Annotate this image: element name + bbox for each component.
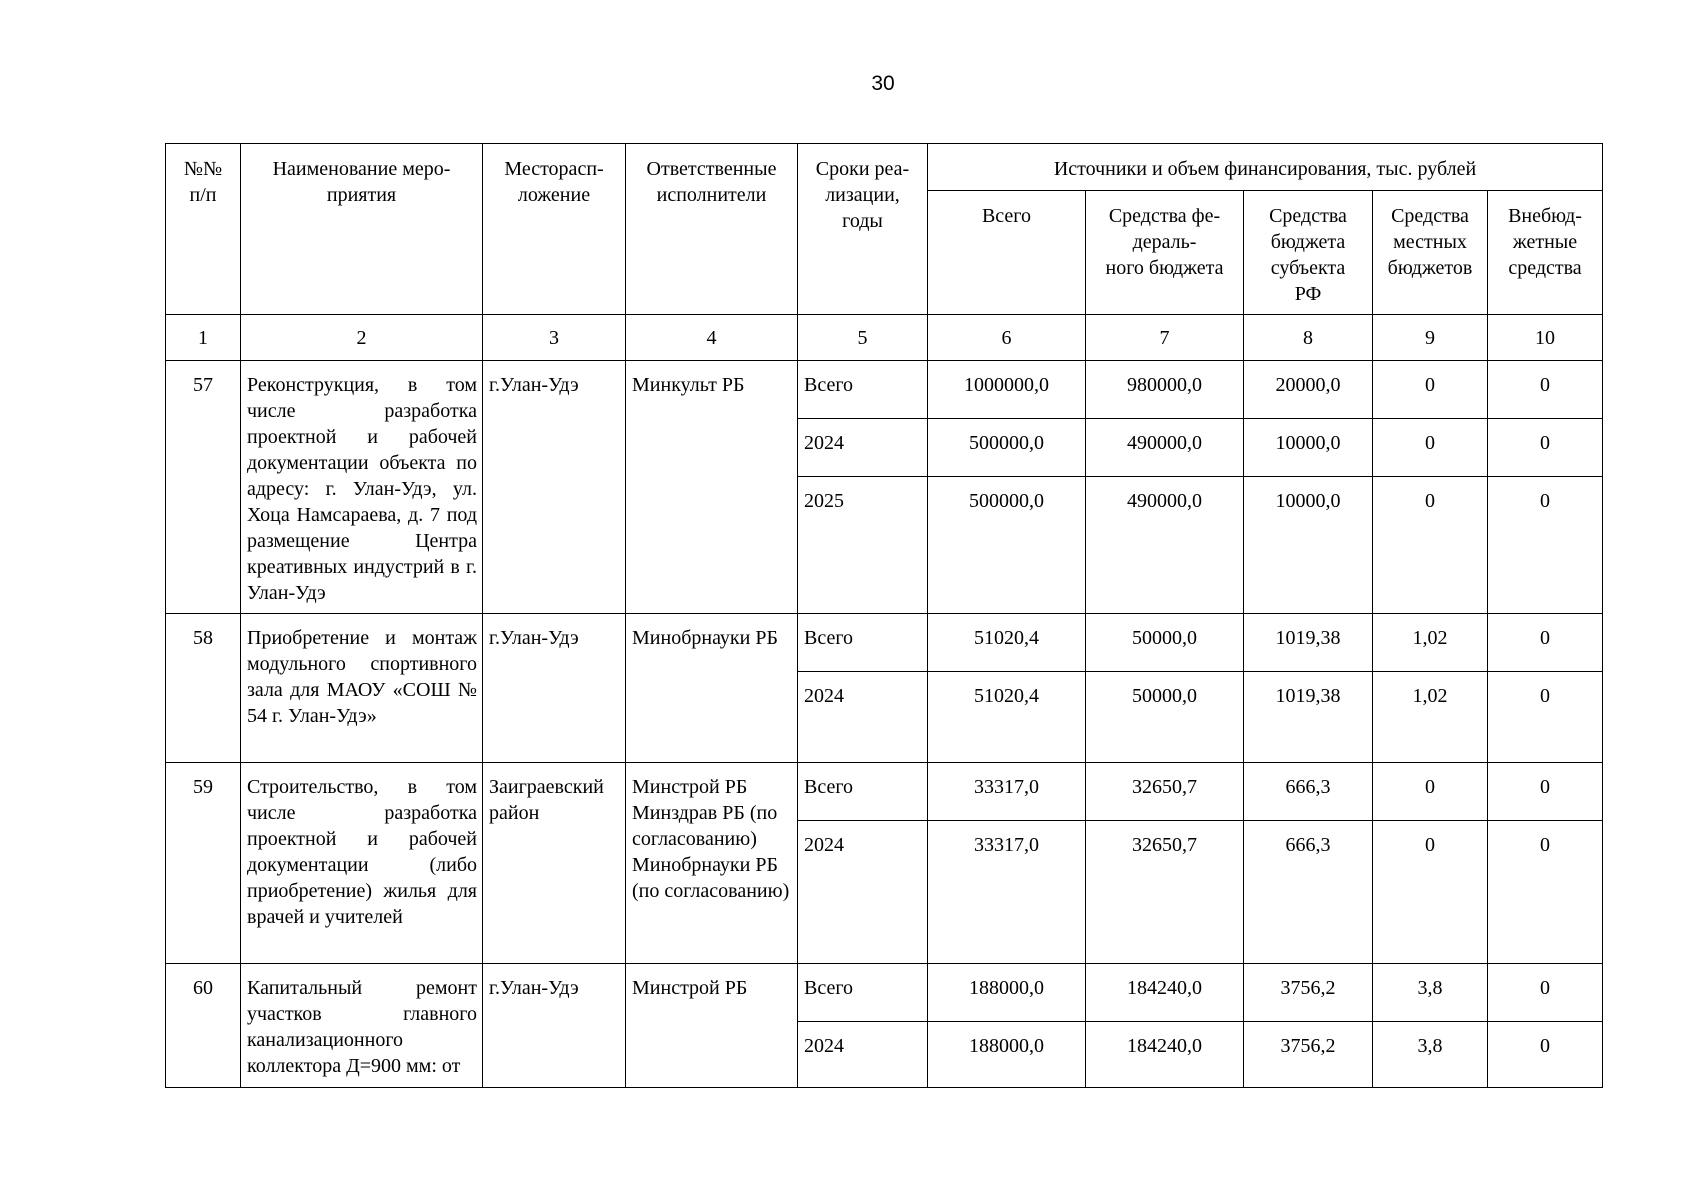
item-number: 59	[166, 763, 241, 964]
value-federal: 50000,0	[1086, 672, 1244, 763]
value-extrabudget: 0	[1488, 821, 1603, 964]
header-federal: Средства фе- дераль- ного бюджета	[1086, 191, 1244, 315]
value-local: 0	[1373, 419, 1488, 477]
value-regional: 10000,0	[1244, 477, 1373, 614]
value-federal: 184240,0	[1086, 1022, 1244, 1088]
value-local: 1,02	[1373, 614, 1488, 672]
item-location: г.Улан-Удэ	[483, 964, 626, 1088]
value-local: 3,8	[1373, 1022, 1488, 1088]
table-row	[166, 763, 1603, 821]
value-total: 500000,0	[928, 419, 1086, 477]
column-number: 7	[1086, 315, 1244, 361]
item-name: Приобретение и монтаж модульного спортивного зала для МАОУ «СОШ № 54 г. Улан-Удэ»	[241, 614, 483, 763]
header-row	[166, 144, 1603, 191]
column-number: 5	[798, 315, 928, 361]
value-total: 51020,4	[928, 672, 1086, 763]
item-responsible: Минкульт РБ	[626, 361, 798, 614]
value-total: 51020,4	[928, 614, 1086, 672]
value-regional: 3756,2	[1244, 964, 1373, 1022]
header-responsible: Ответственные исполнители	[626, 144, 798, 315]
value-federal: 490000,0	[1086, 419, 1244, 477]
value-federal: 490000,0	[1086, 477, 1244, 614]
column-number-row	[166, 315, 1603, 361]
value-local: 0	[1373, 821, 1488, 964]
header-regional: Средства бюджета субъекта РФ	[1244, 191, 1373, 315]
value-regional: 666,3	[1244, 763, 1373, 821]
column-number: 1	[166, 315, 241, 361]
header-sources: Источники и объем финансирования, тыс. рублей	[928, 144, 1603, 191]
column-number: 8	[1244, 315, 1373, 361]
item-year: 2024	[798, 672, 928, 763]
item-number: 57	[166, 361, 241, 614]
value-total: 188000,0	[928, 964, 1086, 1022]
value-total: 1000000,0	[928, 361, 1086, 419]
value-total: 188000,0	[928, 1022, 1086, 1088]
value-regional: 1019,38	[1244, 672, 1373, 763]
value-federal: 32650,7	[1086, 821, 1244, 964]
value-federal: 50000,0	[1086, 614, 1244, 672]
item-location: г.Улан-Удэ	[483, 361, 626, 614]
financing-table	[165, 143, 1603, 1088]
item-year: Всего	[798, 614, 928, 672]
column-number: 3	[483, 315, 626, 361]
column-number: 2	[241, 315, 483, 361]
value-extrabudget: 0	[1488, 964, 1603, 1022]
value-federal: 184240,0	[1086, 964, 1244, 1022]
value-extrabudget: 0	[1488, 763, 1603, 821]
column-number: 9	[1373, 315, 1488, 361]
value-extrabudget: 0	[1488, 672, 1603, 763]
value-local: 1,02	[1373, 672, 1488, 763]
item-year: 2025	[798, 477, 928, 614]
value-extrabudget: 0	[1488, 419, 1603, 477]
item-year: Всего	[798, 361, 928, 419]
value-extrabudget: 0	[1488, 614, 1603, 672]
value-extrabudget: 0	[1488, 477, 1603, 614]
item-location: Заиграевский район	[483, 763, 626, 964]
header-local: Средства местных бюджетов	[1373, 191, 1488, 315]
item-name: Строительство, в том числе разработка проектной и рабочей документации (либо приобретение) жилья для врачей и учителей	[241, 763, 483, 964]
item-name: Капитальный ремонт участков главного канализационного коллектора Д=900 мм: от	[241, 964, 483, 1088]
header-period: Сроки реа- лизации, годы	[798, 144, 928, 315]
item-year: 2024	[798, 1022, 928, 1088]
item-responsible: Минстрой РБ Минздрав РБ (по согласованию) Минобрнауки РБ (по согласованию)	[626, 763, 798, 964]
value-local: 0	[1373, 763, 1488, 821]
item-number: 58	[166, 614, 241, 763]
value-federal: 32650,7	[1086, 763, 1244, 821]
table-row	[166, 964, 1603, 1022]
value-total: 33317,0	[928, 763, 1086, 821]
item-year: 2024	[798, 419, 928, 477]
table-row	[166, 614, 1603, 672]
header-num: №№ п/п	[166, 144, 241, 315]
header-name: Наименование меро- приятия	[241, 144, 483, 315]
value-local: 3,8	[1373, 964, 1488, 1022]
item-year: Всего	[798, 763, 928, 821]
column-number: 10	[1488, 315, 1603, 361]
header-location: Месторасп- ложение	[483, 144, 626, 315]
value-total: 500000,0	[928, 477, 1086, 614]
value-local: 0	[1373, 361, 1488, 419]
value-regional: 3756,2	[1244, 1022, 1373, 1088]
header-extrabudget: Внебюд- жетные средства	[1488, 191, 1603, 315]
value-regional: 20000,0	[1244, 361, 1373, 419]
item-number: 60	[166, 964, 241, 1088]
column-number: 4	[626, 315, 798, 361]
value-extrabudget: 0	[1488, 361, 1603, 419]
table-row	[166, 361, 1603, 419]
value-regional: 10000,0	[1244, 419, 1373, 477]
item-year: 2024	[798, 821, 928, 964]
page-number: 30	[871, 72, 895, 95]
value-total: 33317,0	[928, 821, 1086, 964]
value-extrabudget: 0	[1488, 1022, 1603, 1088]
value-federal: 980000,0	[1086, 361, 1244, 419]
header-total: Всего	[928, 191, 1086, 315]
item-responsible: Минстрой РБ	[626, 964, 798, 1088]
column-number: 6	[928, 315, 1086, 361]
item-location: г.Улан-Удэ	[483, 614, 626, 763]
item-name: Реконструкция, в том числе разработка проектной и рабочей документации объекта по адресу: г. Улан-Удэ, ул. Хоца Намсараева, д. 7 под размещение Центра креативных индустрий в г. Улан-Удэ	[241, 361, 483, 614]
value-local: 0	[1373, 477, 1488, 614]
value-regional: 1019,38	[1244, 614, 1373, 672]
item-responsible: Минобрнауки РБ	[626, 614, 798, 763]
value-regional: 666,3	[1244, 821, 1373, 964]
item-year: Всего	[798, 964, 928, 1022]
